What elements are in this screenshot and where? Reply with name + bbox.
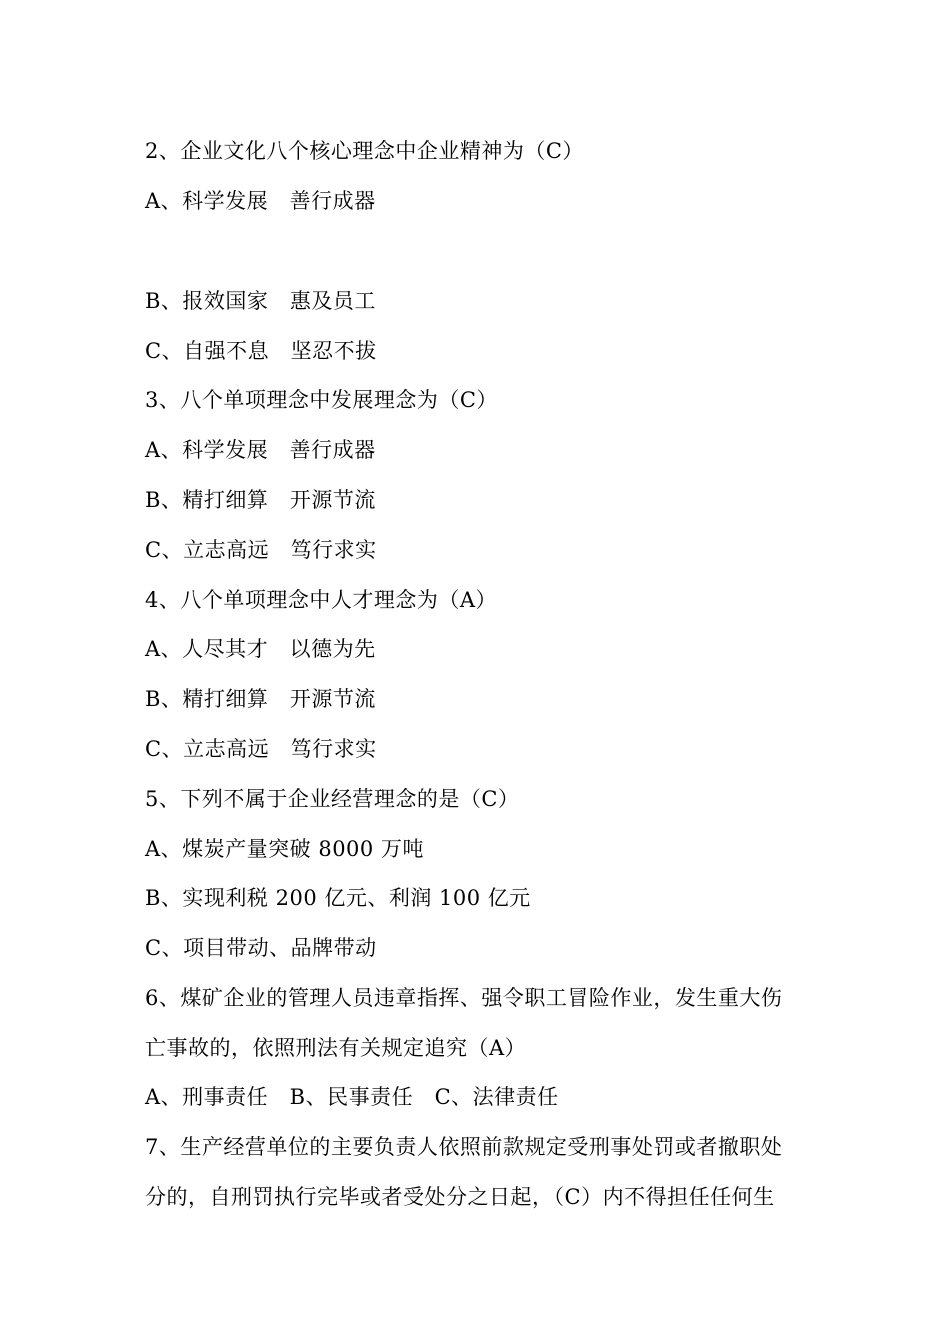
question-3-option-b: B、精打细算 开源节流 [145,488,376,512]
question-4-option-a: A、人尽其才 以德为先 [145,637,376,661]
question-3-option-c: C、立志高远 笃行求实 [145,538,377,562]
question-4-option-c: C、立志高远 笃行求实 [145,737,377,761]
question-7-text-line-2: 分的，自刑罚执行完毕或者受处分之日起，（C）内不得担任任何生 [145,1185,775,1209]
question-3-option-a: A、科学发展 善行成器 [145,438,376,462]
question-6-options: A、刑事责任 B、民事责任 C、法律责任 [145,1085,559,1109]
question-2-option-b: B、报效国家 惠及员工 [145,289,376,313]
question-6-text-line-1: 6、煤矿企业的管理人员违章指挥、强令职工冒险作业，发生重大伤 [145,986,783,1010]
question-2-option-c: C、自强不息 坚忍不拔 [145,339,377,363]
question-4-text: 4、八个单项理念中人才理念为（A） [145,588,498,612]
question-2-option-a: A、科学发展 善行成器 [145,189,376,213]
question-5-option-c: C、项目带动、品牌带动 [145,936,377,960]
question-4-option-b: B、精打细算 开源节流 [145,687,376,711]
question-5-text: 5、下列不属于企业经营理念的是（C） [145,787,520,811]
question-6-text-line-2: 亡事故的，依照刑法有关规定追究（A） [145,1036,527,1060]
question-7-text-line-1: 7、生产经营单位的主要负责人依照前款规定受刑事处罚或者撤职处 [145,1135,783,1159]
question-3-text: 3、八个单项理念中发展理念为（C） [145,388,498,412]
question-2-text: 2、企业文化八个核心理念中企业精神为（C） [145,139,584,163]
question-5-option-a: A、煤炭产量突破 8000 万吨 [145,837,424,861]
question-5-option-b: B、实现利税 200 亿元、利润 100 亿元 [145,886,531,910]
